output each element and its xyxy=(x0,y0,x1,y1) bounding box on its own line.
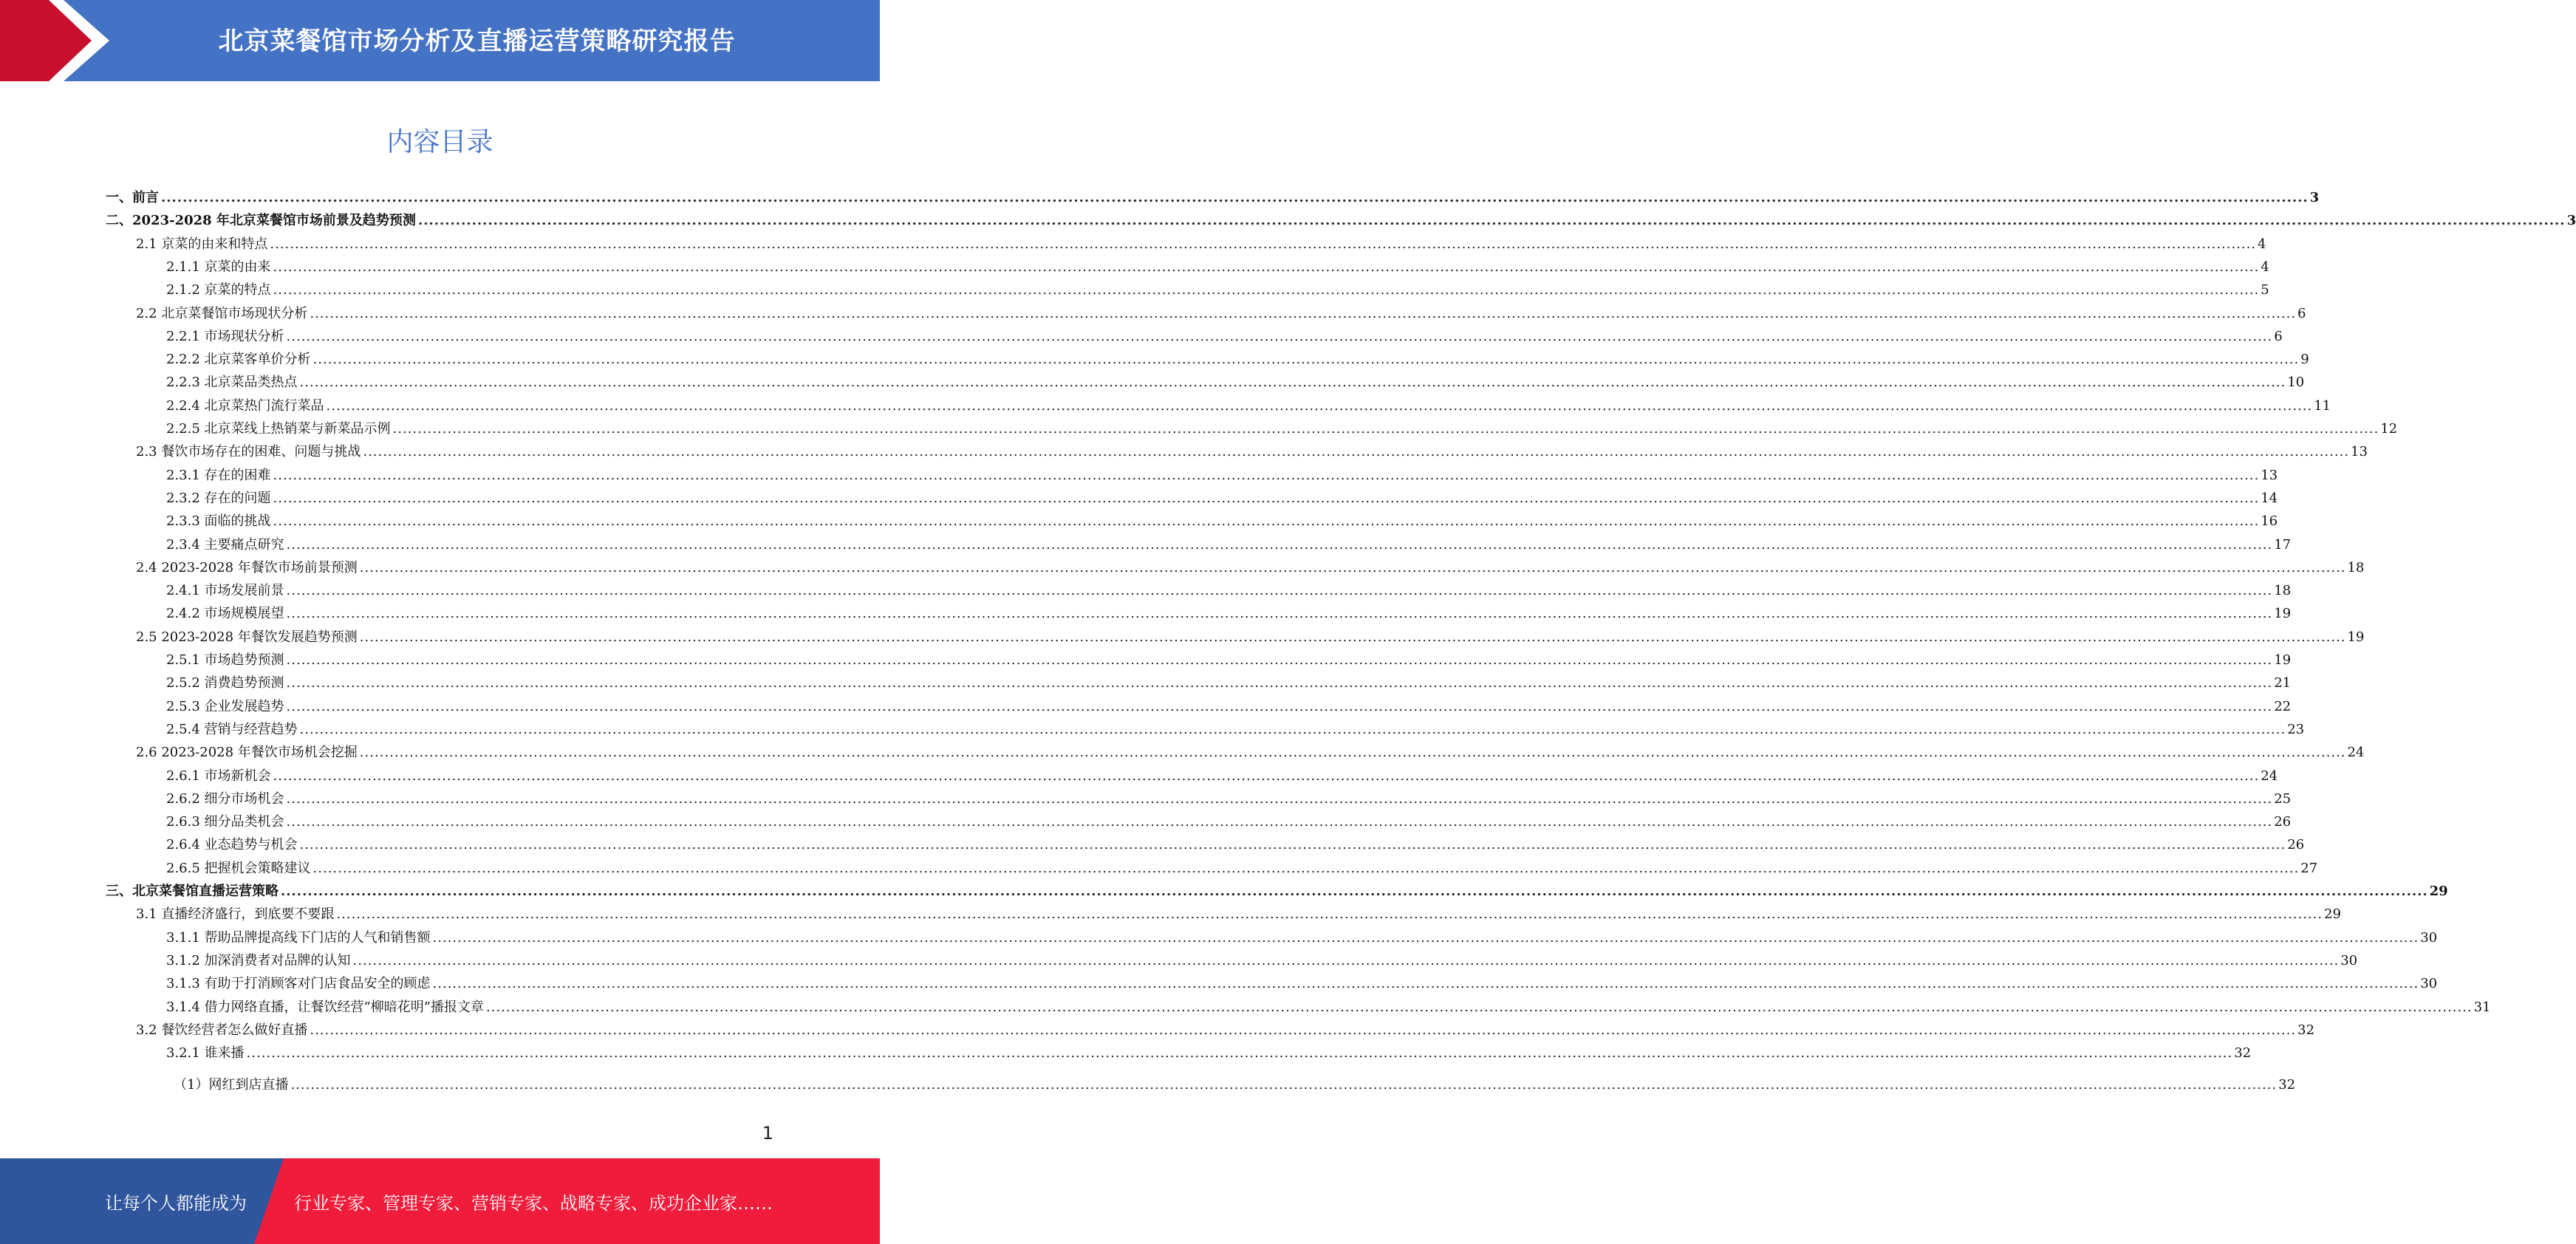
toc-entry[interactable] xyxy=(106,534,2292,553)
toc-entry-page: 9 xyxy=(2300,352,2309,368)
toc-entry[interactable] xyxy=(106,1074,2296,1093)
toc-entry-page: 10 xyxy=(2287,375,2305,391)
toc-entry[interactable] xyxy=(106,950,2358,968)
toc-entry-page: 24 xyxy=(2347,745,2365,761)
toc-entry-page: 18 xyxy=(2347,559,2365,575)
toc-entry[interactable] xyxy=(106,187,2320,205)
toc-entry[interactable] xyxy=(106,210,2576,229)
toc-entry-label: 2.3.3 面临的挑战 xyxy=(166,513,271,530)
toc-leader-dots: ................................................................................................................................................................................................................................................................................................................................................................................................................ xyxy=(273,259,2260,275)
toc-entry[interactable] xyxy=(106,326,2283,344)
toc-entry-page: 22 xyxy=(2274,698,2292,714)
toc-leader-dots: ................................................................................................................................................................................................................................................................................................................................................................................................................ xyxy=(392,421,2379,437)
toc-leader-dots: ................................................................................................................................................................................................................................................................................................................................................................................................................ xyxy=(326,397,2313,414)
toc-leader-dots: ................................................................................................................................................................................................................................................................................................................................................................................................................ xyxy=(299,837,2286,853)
toc-entry-page: 5 xyxy=(2261,282,2269,298)
toc-entry[interactable] xyxy=(106,256,2269,275)
toc-leader-dots: ................................................................................................................................................................................................................................................................................................................................................................................................................ xyxy=(312,860,2300,876)
toc-entry-page: 4 xyxy=(2258,236,2266,252)
toc-entry-page: 30 xyxy=(2340,952,2358,968)
toc-leader-dots: ................................................................................................................................................................................................................................................................................................................................................................................................................ xyxy=(299,375,2286,391)
toc-entry-label: 3.2 餐饮经营者怎么做好直播 xyxy=(136,1022,308,1038)
toc-entry-label: 2.2.5 北京菜线上热销菜与新菜品示例 xyxy=(166,421,391,437)
toc-entry-label: 2.4.2 市场规模展望 xyxy=(166,606,284,622)
toc-entry[interactable] xyxy=(106,488,2278,506)
toc-leader-dots: ................................................................................................................................................................................................................................................................................................................................................................................................................ xyxy=(273,490,2260,506)
toc-leader-dots: ................................................................................................................................................................................................................................................................................................................................................................................................................ xyxy=(286,675,2273,691)
toc-entry-page: 32 xyxy=(2278,1077,2296,1093)
toc-entry-label: 2.3.1 存在的困难 xyxy=(166,467,271,483)
toc-entry-page: 19 xyxy=(2274,652,2292,668)
toc-entry[interactable] xyxy=(106,1042,2252,1062)
toc-entry-label: 2.6.5 把握机会策略建议 xyxy=(166,860,311,876)
toc-entry-page: 32 xyxy=(2297,1022,2314,1038)
toc-entry[interactable] xyxy=(106,973,2438,992)
toc-entry[interactable] xyxy=(106,626,2365,645)
toc-entry-label: 2.2.4 北京菜热门流行菜品 xyxy=(166,397,324,414)
report-title: 北京菜餐馆市场分析及直播运营策略研究报告 xyxy=(218,26,736,56)
toc-entry-page: 21 xyxy=(2274,675,2292,691)
toc-entry-page: 16 xyxy=(2261,513,2278,530)
toc-leader-dots: ................................................................................................................................................................................................................................................................................................................................................................................................................ xyxy=(417,213,2566,229)
toc-entry-page: 3 xyxy=(2309,190,2320,205)
toc-entry[interactable] xyxy=(106,465,2278,483)
toc-entry-page: 11 xyxy=(2314,397,2331,414)
toc-entry-page: 29 xyxy=(2324,906,2341,923)
toc-entry[interactable] xyxy=(106,303,2306,321)
toc-entry[interactable] xyxy=(106,441,2368,460)
toc-leader-dots: ................................................................................................................................................................................................................................................................................................................................................................................................................ xyxy=(485,999,2473,1015)
toc-entry-page: 12 xyxy=(2380,421,2398,437)
toc-leader-dots: ................................................................................................................................................................................................................................................................................................................................................................................................................ xyxy=(273,513,2260,530)
toc-entry-label: 3.1.4 借力网络直播，让餐饮经营“柳暗花明”播报文章 xyxy=(166,999,484,1015)
toc-entry-page: 14 xyxy=(2261,490,2278,506)
toc-entry-page: 26 xyxy=(2274,814,2292,830)
footer-slogan-right: 行业专家、管理专家、营销专家、战略专家、成功企业家…… xyxy=(294,1192,773,1214)
toc-entry-page: 32 xyxy=(2234,1045,2252,1062)
toc-entry-label: 二、2023-2028 年北京菜餐馆市场前景及趋势预测 xyxy=(106,213,416,229)
toc-entry-label: 2.5 2023-2028 年餐饮发展趋势预测 xyxy=(136,629,358,645)
toc-entry-label: 2.1 京菜的由来和特点 xyxy=(136,236,268,252)
toc-leader-dots: ................................................................................................................................................................................................................................................................................................................................................................................................................ xyxy=(286,652,2273,668)
toc-entry-page: 25 xyxy=(2274,790,2292,807)
toc-entry[interactable] xyxy=(106,927,2438,946)
toc-leader-dots: ................................................................................................................................................................................................................................................................................................................................................................................................................ xyxy=(273,282,2260,298)
toc-entry[interactable] xyxy=(106,696,2292,714)
toc-entry-label: 2.2.3 北京菜品类热点 xyxy=(166,375,298,391)
toc-entry-label: 3.1.3 有助于打消顾客对门店食品安全的顾虑 xyxy=(166,976,431,992)
toc-entry[interactable] xyxy=(106,881,2448,899)
toc-entry-page: 4 xyxy=(2261,259,2269,275)
toc-entry[interactable] xyxy=(106,580,2292,599)
toc-entry-label: （1）网红到店直播 xyxy=(174,1077,289,1093)
toc-leader-dots: ................................................................................................................................................................................................................................................................................................................................................................................................................ xyxy=(432,976,2419,992)
toc-entry[interactable] xyxy=(106,557,2365,575)
toc-entry[interactable] xyxy=(106,395,2331,414)
toc-entry[interactable] xyxy=(106,811,2292,830)
toc-entry-label: 一、前言 xyxy=(106,190,159,205)
toc-entry-label: 2.3.2 存在的问题 xyxy=(166,490,271,506)
toc-leader-dots: ................................................................................................................................................................................................................................................................................................................................................................................................................ xyxy=(432,929,2419,946)
toc-leader-dots: ................................................................................................................................................................................................................................................................................................................................................................................................................ xyxy=(286,328,2273,344)
toc-entry-page: 24 xyxy=(2261,768,2278,784)
toc-entry-label: 2.5.4 营销与经营趋势 xyxy=(166,721,298,737)
toc-leader-dots: ................................................................................................................................................................................................................................................................................................................................................................................................................ xyxy=(352,952,2340,968)
toc-entry[interactable] xyxy=(106,372,2305,391)
toc-entry-label: 2.5.3 企业发展趋势 xyxy=(166,698,284,714)
toc-entry-page: 23 xyxy=(2287,721,2305,737)
toc-entry-label: 2.2.1 市场现状分析 xyxy=(166,328,284,344)
toc-entry[interactable] xyxy=(106,1019,2314,1038)
toc-entry[interactable] xyxy=(106,418,2398,437)
toc-entry[interactable] xyxy=(106,997,2491,1015)
toc-entry[interactable] xyxy=(106,742,2365,761)
toc-entry-label: 2.6.1 市场新机会 xyxy=(166,768,271,784)
toc-entry-label: 3.1.1 帮助品牌提高线下门店的人气和销售额 xyxy=(166,929,431,946)
toc-entry-page: 18 xyxy=(2274,583,2292,599)
toc-title: 内容目录 xyxy=(386,127,493,157)
toc-entry[interactable] xyxy=(106,788,2292,807)
toc-leader-dots: ................................................................................................................................................................................................................................................................................................................................................................................................................ xyxy=(286,606,2273,622)
toc-entry-page: 29 xyxy=(2429,884,2448,899)
toc-leader-dots: ................................................................................................................................................................................................................................................................................................................................................................................................................ xyxy=(286,790,2273,807)
toc-entry-page: 27 xyxy=(2300,860,2318,876)
toc-entry-label: 2.4.1 市场发展前景 xyxy=(166,583,284,599)
toc-leader-dots: ................................................................................................................................................................................................................................................................................................................................................................................................................ xyxy=(286,814,2273,830)
toc-entry-label: 2.1.2 京菜的特点 xyxy=(166,282,271,298)
toc-entry[interactable] xyxy=(106,510,2278,530)
toc-entry-label: 2.2.2 北京菜客单价分析 xyxy=(166,352,311,368)
toc-entry[interactable] xyxy=(106,279,2269,298)
toc-entry-page: 31 xyxy=(2473,999,2491,1015)
toc-entry-page: 26 xyxy=(2287,837,2305,853)
toc-leader-dots: ................................................................................................................................................................................................................................................................................................................................................................................................................ xyxy=(310,1022,2297,1038)
toc-entry-label: 2.3.4 主要痛点研究 xyxy=(166,536,284,553)
toc-entry-label: 2.6.2 细分市场机会 xyxy=(166,790,284,807)
toc-leader-dots: ................................................................................................................................................................................................................................................................................................................................................................................................................ xyxy=(286,583,2273,599)
toc-leader-dots: ................................................................................................................................................................................................................................................................................................................................................................................................................ xyxy=(359,745,2346,761)
header-band xyxy=(0,0,880,81)
toc-leader-dots: ................................................................................................................................................................................................................................................................................................................................................................................................................ xyxy=(312,352,2300,368)
toc-leader-dots: ................................................................................................................................................................................................................................................................................................................................................................................................................ xyxy=(286,536,2273,553)
toc-entry-label: 2.2 北京菜餐馆市场现状分析 xyxy=(136,305,308,321)
toc-entry-page: 13 xyxy=(2351,444,2368,460)
toc-leader-dots: ................................................................................................................................................................................................................................................................................................................................................................................................................ xyxy=(286,698,2273,714)
toc-entry-page: 30 xyxy=(2420,976,2438,992)
toc-leader-dots: ................................................................................................................................................................................................................................................................................................................................................................................................................ xyxy=(363,444,2350,460)
toc-entry-label: 2.5.1 市场趋势预测 xyxy=(166,652,284,668)
toc-entry[interactable] xyxy=(106,834,2305,853)
toc-entry-label: 3.1.2 加深消费者对品牌的认知 xyxy=(166,952,351,968)
toc-entry-label: 2.1.1 京菜的由来 xyxy=(166,259,271,275)
toc-leader-dots: ................................................................................................................................................................................................................................................................................................................................................................................................................ xyxy=(270,236,2257,252)
toc-entry-page: 19 xyxy=(2274,606,2292,622)
footer-slogan-left: 让每个人都能成为 xyxy=(105,1192,247,1214)
toc-entry[interactable] xyxy=(106,903,2341,923)
toc-leader-dots: ................................................................................................................................................................................................................................................................................................................................................................................................................ xyxy=(281,884,2428,899)
toc-entry-label: 3.2.1 谁来播 xyxy=(166,1045,245,1062)
page-number: 1 xyxy=(762,1123,773,1144)
toc-entry[interactable] xyxy=(106,719,2305,737)
toc-leader-dots: ................................................................................................................................................................................................................................................................................................................................................................................................................ xyxy=(359,559,2346,575)
toc-entry[interactable] xyxy=(106,349,2309,368)
toc-entry-label: 3.1 直播经济盛行，到底要不要跟 xyxy=(136,906,335,923)
toc-entry[interactable] xyxy=(106,603,2292,622)
toc-entry[interactable] xyxy=(106,233,2266,252)
toc-entry-page: 6 xyxy=(2297,305,2306,321)
toc-entry[interactable] xyxy=(106,858,2318,876)
toc-entry-page: 13 xyxy=(2261,467,2278,483)
toc-entry-label: 2.6.3 细分品类机会 xyxy=(166,814,284,830)
toc-leader-dots: ................................................................................................................................................................................................................................................................................................................................................................................................................ xyxy=(290,1077,2278,1093)
toc-entry-label: 2.6 2023-2028 年餐饮市场机会挖掘 xyxy=(136,745,358,761)
toc-entry-page: 19 xyxy=(2347,629,2365,645)
footer-band xyxy=(0,1158,880,1244)
toc-leader-dots: ................................................................................................................................................................................................................................................................................................................................................................................................................ xyxy=(273,768,2260,784)
toc-entry[interactable] xyxy=(106,672,2292,691)
toc-leader-dots: ................................................................................................................................................................................................................................................................................................................................................................................................................ xyxy=(299,721,2286,737)
toc-leader-dots: ................................................................................................................................................................................................................................................................................................................................................................................................................ xyxy=(273,467,2260,483)
toc-entry-label: 2.6.4 业态趋势与机会 xyxy=(166,837,298,853)
toc-leader-dots: ................................................................................................................................................................................................................................................................................................................................................................................................................ xyxy=(336,906,2323,923)
toc-entry[interactable] xyxy=(106,649,2292,668)
toc-leader-dots: ................................................................................................................................................................................................................................................................................................................................................................................................................ xyxy=(310,305,2297,321)
toc-entry-label: 2.4 2023-2028 年餐饮市场前景预测 xyxy=(136,559,358,575)
toc-entry[interactable] xyxy=(106,765,2278,784)
chevron-arrow-icon xyxy=(0,0,118,81)
toc-entry-page: 17 xyxy=(2274,536,2292,553)
toc-leader-dots: ................................................................................................................................................................................................................................................................................................................................................................................................................ xyxy=(359,629,2346,645)
toc-leader-dots: ................................................................................................................................................................................................................................................................................................................................................................................................................ xyxy=(161,190,2309,205)
toc-entry-label: 三、北京菜餐馆直播运营策略 xyxy=(106,884,279,899)
toc-entry-label: 2.5.2 消费趋势预测 xyxy=(166,675,284,691)
toc-entry-page: 3 xyxy=(2566,213,2576,229)
toc-entry-page: 30 xyxy=(2420,929,2438,946)
toc-entry-label: 2.3 餐饮市场存在的困难、问题与挑战 xyxy=(136,444,361,460)
toc-leader-dots: ................................................................................................................................................................................................................................................................................................................................................................................................................ xyxy=(246,1045,2233,1062)
toc-entry-page: 6 xyxy=(2274,328,2283,344)
